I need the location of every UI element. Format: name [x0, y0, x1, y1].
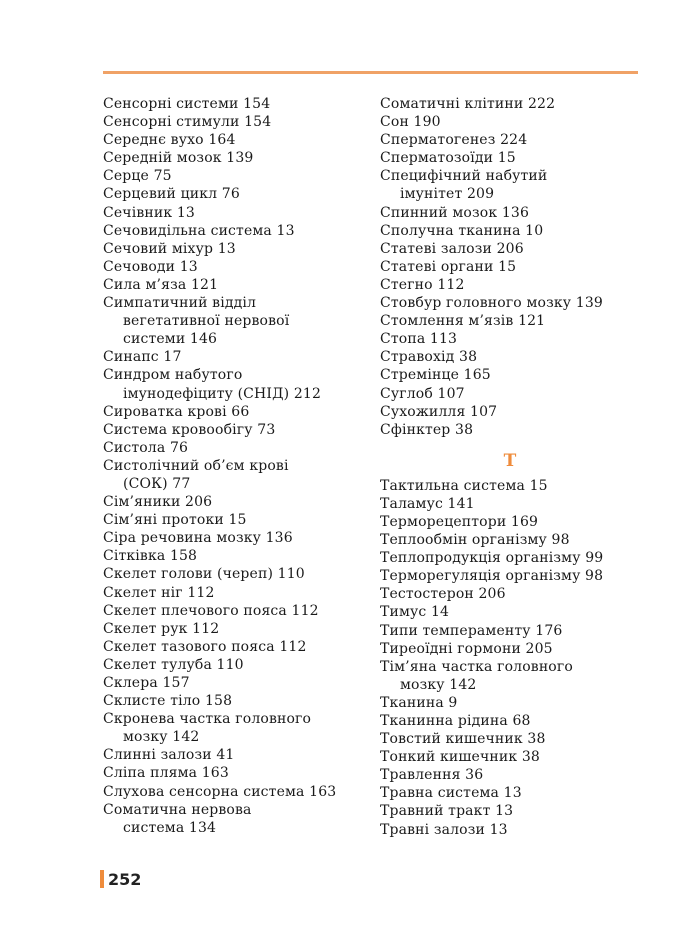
index-entry-term: Сила м’яза 121: [103, 276, 219, 293]
page-number-marker: [100, 870, 104, 888]
index-entry: [103, 529, 358, 547]
index-entry-term: Специфічний набутий: [380, 168, 548, 185]
index-entry: [380, 802, 640, 820]
index-entry: [380, 694, 640, 712]
index-entry: [380, 403, 640, 421]
index-entry-term: Сполучна тканина 10: [380, 222, 544, 239]
index-entry: [103, 258, 358, 276]
index-entry-term: Соматичні клітини 222: [380, 96, 556, 112]
index-entry: [380, 821, 640, 839]
index-entry: [103, 565, 358, 583]
index-entry-term: Сечівник 13: [103, 204, 195, 221]
index-entry-term: Симпатичний відділ: [103, 295, 257, 312]
index-entry-continuation: імунодефіциту (СНІД) 212: [123, 385, 322, 402]
index-entry-term: Система кровообігу 73: [103, 421, 276, 438]
index-entry-term: Сухожилля 107: [380, 403, 498, 420]
index-entry: [103, 801, 358, 837]
index-entry: [380, 276, 640, 294]
index-entry-term: Сперматогенез 224: [380, 132, 528, 149]
index-entry: [103, 222, 358, 240]
index-entry-term: Сім’яники 206: [103, 494, 213, 511]
index-entry-continuation: (СОК) 77: [123, 475, 191, 492]
index-entry-term: Терморегуляція організму 98: [380, 568, 604, 585]
index-entry-term: Тиреоїдні гормони 205: [380, 640, 553, 657]
index-entry: [380, 240, 640, 258]
index-entry-term: Тім’яна частка головного: [380, 658, 573, 675]
index-entry: [380, 712, 640, 730]
index-entry-term: Скронева частка головного: [103, 711, 312, 728]
index-entry: [380, 348, 640, 366]
index-entry: [103, 656, 358, 674]
index-column-left: [103, 95, 358, 837]
index-entry: [380, 385, 640, 403]
top-rule: [103, 71, 638, 74]
index-entry-term: Стомлення м’язів 121: [380, 313, 546, 330]
index-entry-term: Серцевий цикл 76: [103, 186, 240, 203]
index-entry: [103, 439, 358, 457]
index-entry-term: Тонкий кишечник 38: [380, 749, 540, 766]
index-column-right: [380, 95, 640, 839]
index-entry: [103, 204, 358, 222]
index-entry: [380, 113, 640, 131]
index-entry: [103, 674, 358, 692]
index-entry-term: Сім’яні протоки 15: [103, 512, 247, 529]
index-entry-term: Статеві органи 15: [380, 258, 517, 275]
index-entry-term: Сенсорні стимули 154: [103, 114, 272, 131]
index-entry: [103, 511, 358, 529]
index-entry: [380, 366, 640, 384]
index-entry: [103, 584, 358, 602]
index-entry: [380, 784, 640, 802]
index-entry: [103, 783, 358, 801]
index-entry-term: Сіра речовина мозку 136: [103, 530, 293, 547]
index-entry: [103, 185, 358, 203]
index-entry: [103, 638, 358, 656]
index-entry: [103, 276, 358, 294]
index-entry-term: Скелет рук 112: [103, 620, 220, 637]
index-entry-term: Середнє вухо 164: [103, 132, 236, 149]
page-number: 252: [108, 869, 142, 889]
index-entry: [103, 746, 358, 764]
index-entry-continuation: система 134: [123, 819, 217, 836]
index-entry-term: Тканина 9: [380, 694, 458, 711]
index-entry: [380, 622, 640, 640]
index-entry-term: Систолічний об’єм крові: [103, 457, 289, 474]
index-entry-term: Теплообмін організму 98: [380, 532, 570, 549]
index-entry-term: Скелет ніг 112: [103, 584, 215, 601]
index-entry-term: Синапс 17: [103, 349, 182, 366]
index-entry-term: Спинний мозок 136: [380, 204, 530, 221]
index-entry: [103, 457, 358, 493]
index-entry-term: Травна система 13: [380, 785, 522, 802]
index-entry: [380, 495, 640, 513]
index-entry-term: Серце 75: [103, 168, 172, 185]
index-list-t: [380, 477, 640, 839]
index-entry-term: Травні залози 13: [380, 821, 508, 838]
index-entry: [103, 421, 358, 439]
index-entry: [380, 167, 640, 203]
index-entry: [380, 567, 640, 585]
index-entry-continuation: імунітет 209: [400, 186, 495, 203]
index-entry: [380, 766, 640, 784]
index-entry-term: Соматична нервова: [103, 801, 252, 818]
index-entry-term: Скелет голови (череп) 110: [103, 566, 305, 583]
index-entry-term: Систола 76: [103, 439, 189, 456]
index-entry-term: Склисте тіло 158: [103, 693, 233, 710]
index-entry: [103, 113, 358, 131]
index-entry: [103, 710, 358, 746]
index-entry: [103, 167, 358, 185]
index-entry: [380, 95, 640, 113]
index-entry-term: Тимус 14: [380, 604, 450, 621]
index-entry-term: Слухова сенсорна система 163: [103, 783, 337, 800]
index-entry: [380, 640, 640, 658]
index-entry-term: Сітківка 158: [103, 548, 198, 565]
index-entry-term: Сенсорні системи 154: [103, 96, 271, 112]
index-entry: [380, 477, 640, 495]
index-entry: [103, 602, 358, 620]
index-entry-continuation: мозку 142: [123, 729, 200, 746]
index-entry-term: Сфінктер 38: [380, 421, 474, 438]
index-entry: [380, 658, 640, 694]
index-entry-term: Склера 157: [103, 675, 190, 691]
index-entry-term: Сперматозоїди 15: [380, 150, 516, 167]
index-entry: [103, 95, 358, 113]
index-entry-term: Травний тракт 13: [380, 803, 514, 820]
index-entry: [103, 493, 358, 511]
index-entry: [103, 366, 358, 402]
index-entry-term: Терморецептори 169: [380, 513, 539, 530]
index-list-s: [380, 95, 640, 439]
index-entry-term: Слинні залози 41: [103, 747, 235, 764]
index-entry: [380, 294, 640, 312]
index-entry: [380, 330, 640, 348]
index-entry: [103, 692, 358, 710]
index-entry: [380, 149, 640, 167]
index-entry-term: Скелет тазового пояса 112: [103, 638, 307, 655]
index-entry-term: Середній мозок 139: [103, 150, 254, 167]
index-entry: [380, 585, 640, 603]
index-entry: [103, 240, 358, 258]
index-entry-term: Скелет тулуба 110: [103, 656, 244, 673]
index-entry: [380, 748, 640, 766]
index-entry-term: Сечоводи 13: [103, 258, 198, 275]
index-entry-continuation: мозку 142: [400, 676, 477, 693]
index-entry: [380, 730, 640, 748]
section-letter-heading: Т: [503, 450, 517, 471]
index-entry-continuation: вегетативної нервової: [123, 313, 290, 330]
index-entry-term: Сечовидільна система 13: [103, 222, 295, 239]
index-entry: [103, 348, 358, 366]
index-entry: [380, 312, 640, 330]
index-entry-term: Теплопродукція організму 99: [380, 550, 604, 567]
index-entry: [103, 403, 358, 421]
index-entry-term: Стопа 113: [380, 331, 458, 348]
index-entry: [380, 603, 640, 621]
index-entry-term: Сечовий міхур 13: [103, 240, 236, 257]
index-entry-term: Таламус 141: [380, 495, 475, 512]
index-entry: [103, 131, 358, 149]
index-entry-term: Синдром набутого: [103, 367, 243, 384]
index-entry-continuation: системи 146: [123, 331, 218, 348]
index-entry: [380, 204, 640, 222]
index-entry: [103, 764, 358, 782]
index-entry-term: Тканинна рідина 68: [380, 713, 531, 729]
index-entry-term: Стравохід 38: [380, 349, 478, 366]
index-entry-term: Товстий кишечник 38: [380, 731, 546, 748]
index-entry-term: Сон 190: [380, 114, 441, 131]
index-entry-term: Стегно 112: [380, 276, 465, 293]
index-entry: [103, 620, 358, 638]
index-entry-term: Стовбур головного мозку 139: [380, 295, 603, 312]
index-entry-term: Суглоб 107: [380, 385, 465, 402]
index-entry: [103, 149, 358, 167]
index-entry-term: Сліпа пляма 163: [103, 765, 229, 782]
index-entry-term: Статеві залози 206: [380, 240, 524, 257]
index-entry-term: Скелет плечового пояса 112: [103, 602, 319, 619]
index-entry-term: Тактильна система 15: [380, 477, 548, 494]
index-entry: [380, 421, 640, 439]
index-entry-term: Тестостерон 206: [380, 586, 506, 603]
index-entry-term: Травлення 36: [380, 767, 484, 784]
index-entry-term: Стремінце 165: [380, 367, 491, 384]
index-entry: [380, 513, 640, 531]
index-entry: [380, 549, 640, 567]
index-entry: [380, 258, 640, 276]
page-footer: [100, 869, 141, 889]
index-entry: [380, 531, 640, 549]
index-entry-term: Сироватка крові 66: [103, 403, 250, 420]
index-entry-term: Типи темпераменту 176: [380, 622, 563, 639]
index-entry: [103, 294, 358, 348]
index-entry: [103, 547, 358, 565]
index-entry: [380, 222, 640, 240]
index-entry: [380, 131, 640, 149]
